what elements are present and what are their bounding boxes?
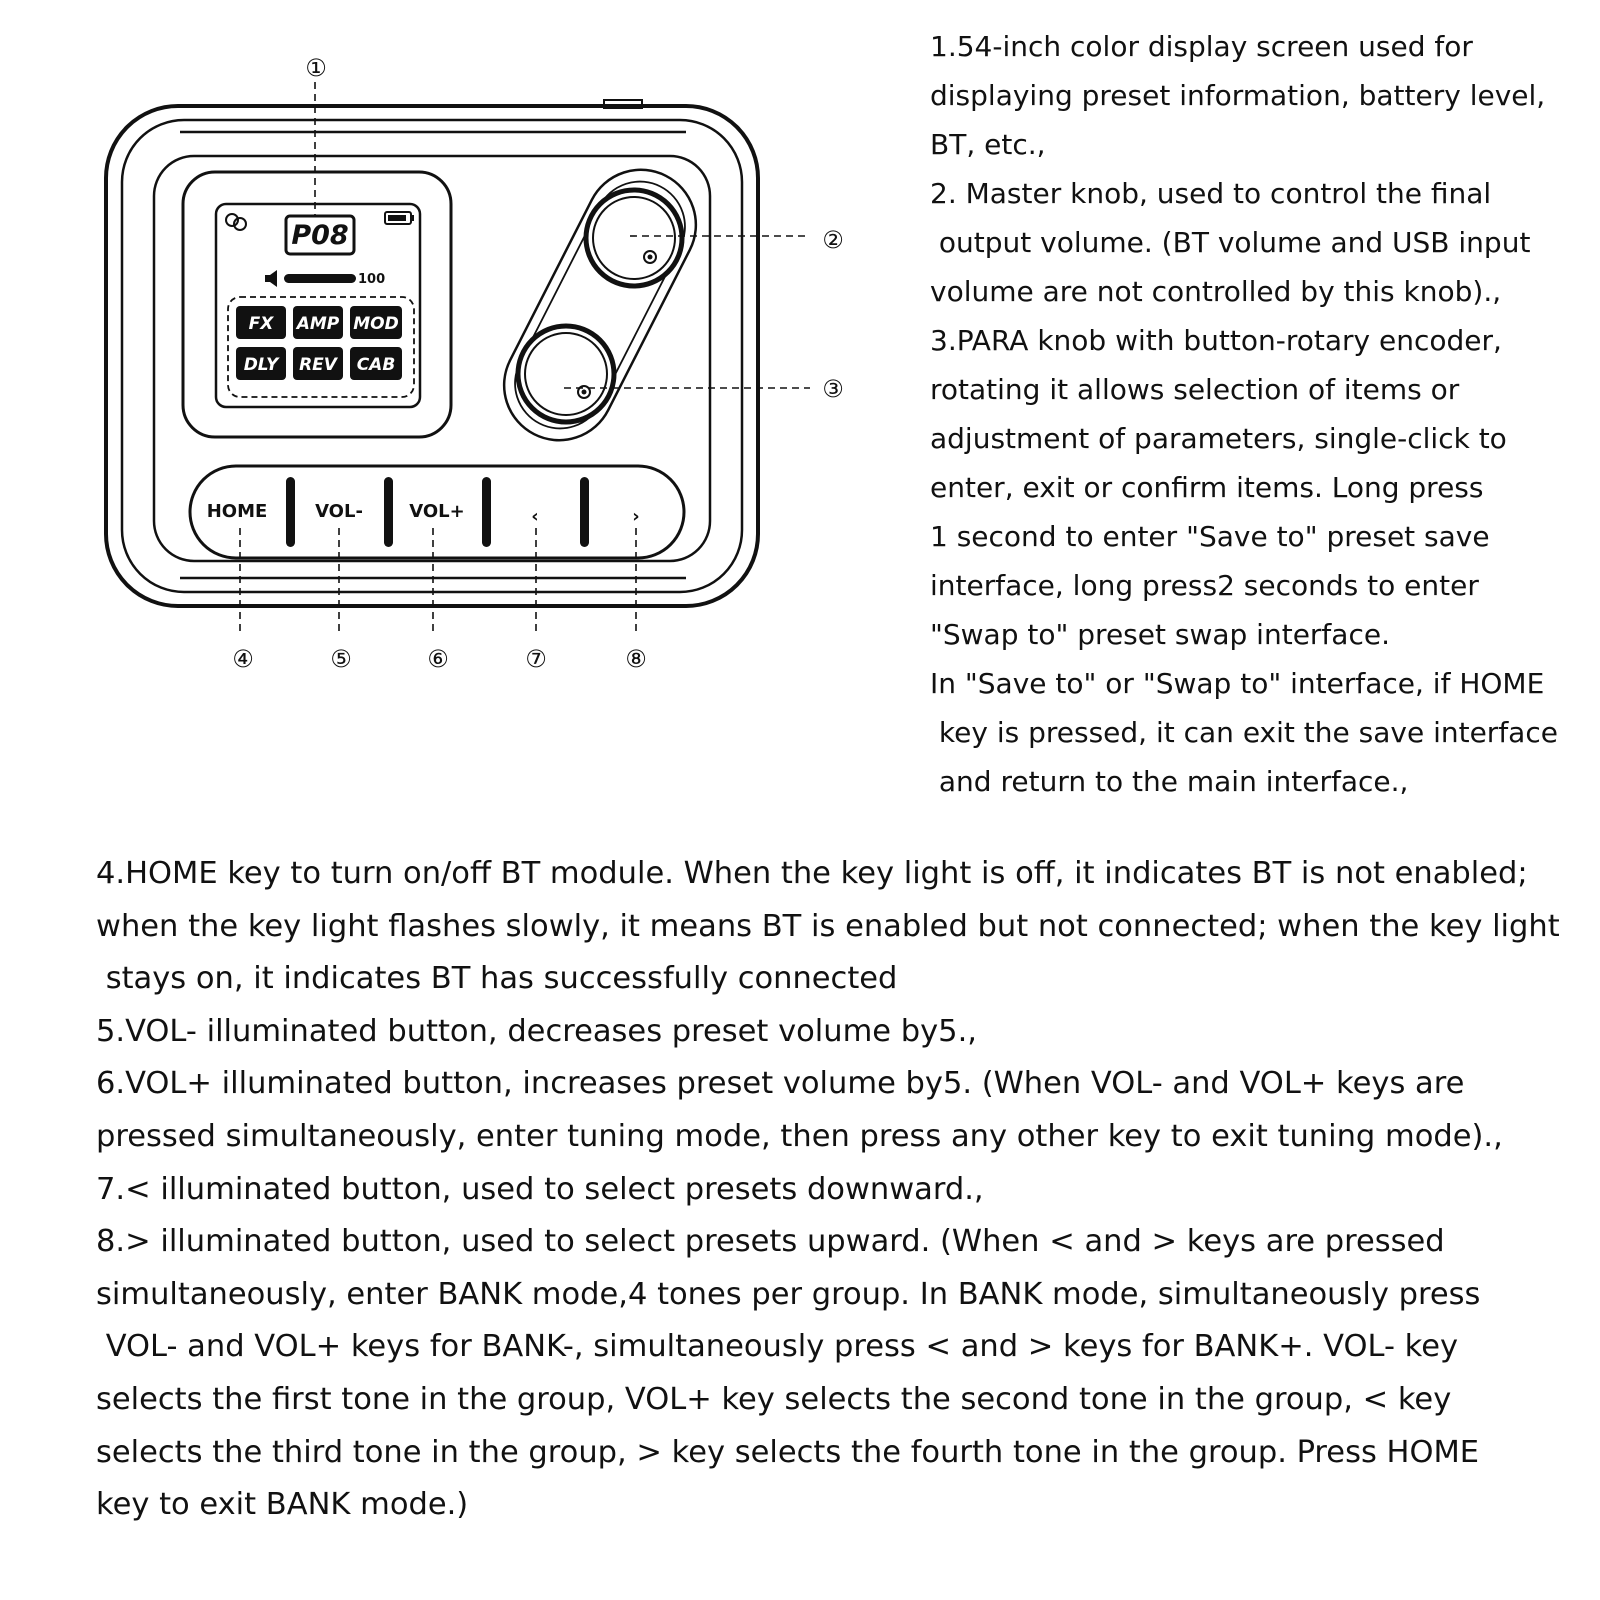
effect-tile xyxy=(293,306,343,339)
battery-icon xyxy=(385,212,414,224)
description-line: 4.HOME key to turn on/off BT module. When the key light is off, it indicates BT is not enabled; xyxy=(96,856,1528,891)
description-line: output volume. (BT volume and USB input xyxy=(930,226,1531,259)
description-line: 6.VOL+ illuminated button, increases preset volume by5. (When VOL- and VOL+ keys are xyxy=(96,1066,1465,1102)
prev-button[interactable]: ‹ xyxy=(531,506,539,527)
callout-1: ① xyxy=(305,54,327,82)
description-line: BT, etc., xyxy=(930,128,1046,161)
callout-3: ③ xyxy=(822,375,844,403)
description-line: interface, long press2 seconds to enter xyxy=(930,569,1479,602)
svg-text:AMP: AMP xyxy=(296,314,340,334)
callout-description-4-8 xyxy=(96,848,1560,1532)
volume-value: 100 xyxy=(358,272,386,287)
next-button[interactable]: › xyxy=(632,506,640,527)
preset-label: P08 xyxy=(291,220,349,251)
callout-2: ② xyxy=(822,226,844,254)
description-line: 1.54-inch color display screen used for xyxy=(930,30,1473,63)
bt-link-icon xyxy=(226,214,246,230)
svg-text:FX: FX xyxy=(248,314,274,334)
effect-tile xyxy=(293,347,343,380)
callout-6: ⑥ xyxy=(427,645,449,673)
speaker-icon xyxy=(265,270,277,287)
description-line: 2. Master knob, used to control the final xyxy=(930,177,1492,210)
svg-text:MOD: MOD xyxy=(353,314,399,334)
callout-description-1-3 xyxy=(930,22,1570,806)
effect-tile xyxy=(236,306,286,339)
callout-5: ⑤ xyxy=(330,645,352,673)
para-knob[interactable] xyxy=(518,326,614,422)
description-line: rotating it allows selection of items or xyxy=(930,373,1460,406)
device-body-outer xyxy=(106,106,758,606)
description-line: stays on, it indicates BT has successfully connected xyxy=(96,961,898,997)
description-line: "Swap to" preset swap interface. xyxy=(930,618,1390,651)
description-line: key to exit BANK mode.) xyxy=(96,1487,469,1523)
description-line: adjustment of parameters, single-click to xyxy=(930,422,1507,455)
callout-4: ④ xyxy=(232,645,254,673)
vol-minus-button[interactable]: VOL- xyxy=(315,501,363,522)
volume-bar xyxy=(284,274,356,283)
device-diagram xyxy=(0,0,880,700)
description-line: simultaneously, enter BANK mode,4 tones per group. In BANK mode, simultaneously press xyxy=(96,1276,1481,1312)
effect-tile xyxy=(236,347,286,380)
description-line: 1 second to enter "Save to" preset save xyxy=(930,520,1490,553)
description-line: VOL- and VOL+ keys for BANK-, simultaneously press < and > keys for BANK+. VOL- key xyxy=(96,1329,1459,1365)
description-line: key is pressed, it can exit the save interface xyxy=(930,716,1558,749)
description-line: 3.PARA knob with button-rotary encoder, xyxy=(930,324,1502,357)
vol-plus-button[interactable]: VOL+ xyxy=(409,501,465,522)
description-line: In "Save to" or "Swap to" interface, if HOME xyxy=(930,667,1545,700)
description-line: displaying preset information, battery level, xyxy=(930,79,1546,112)
button-divider xyxy=(482,477,491,547)
description-line: pressed simultaneously, enter tuning mode, then press any other key to exit tuning mode)., xyxy=(96,1118,1503,1154)
home-button[interactable]: HOME xyxy=(206,501,268,522)
description-line: enter, exit or confirm items. Long press xyxy=(930,471,1484,504)
button-divider xyxy=(384,477,393,547)
knob-track xyxy=(485,151,715,459)
button-divider xyxy=(286,477,295,547)
callout-7: ⑦ xyxy=(525,645,547,673)
description-line: when the key light flashes slowly, it means BT is enabled but not connected; when the key light xyxy=(96,908,1560,944)
description-line: and return to the main interface., xyxy=(930,765,1409,798)
description-line: selects the first tone in the group, VOL+ key selects the second tone in the group, < key xyxy=(96,1381,1452,1417)
description-line: selects the third tone in the group, > key selects the fourth tone in the group. Press HOME xyxy=(96,1434,1480,1470)
svg-text:REV: REV xyxy=(299,355,337,375)
description-line: volume are not controlled by this knob)., xyxy=(930,275,1502,308)
effect-tile xyxy=(350,347,402,380)
description-line: 8.> illuminated button, used to select presets upward. (When < and > keys are pressed xyxy=(96,1224,1445,1260)
master-knob[interactable] xyxy=(586,190,682,286)
callout-8: ⑧ xyxy=(625,645,647,673)
effect-tile xyxy=(350,306,402,339)
description-line: 7.< illuminated button, used to select presets downward., xyxy=(96,1171,984,1207)
description-line: 5.VOL- illuminated button, decreases preset volume by5., xyxy=(96,1013,977,1049)
svg-text:CAB: CAB xyxy=(356,355,396,375)
svg-text:DLY: DLY xyxy=(243,355,279,375)
button-divider xyxy=(580,477,589,547)
